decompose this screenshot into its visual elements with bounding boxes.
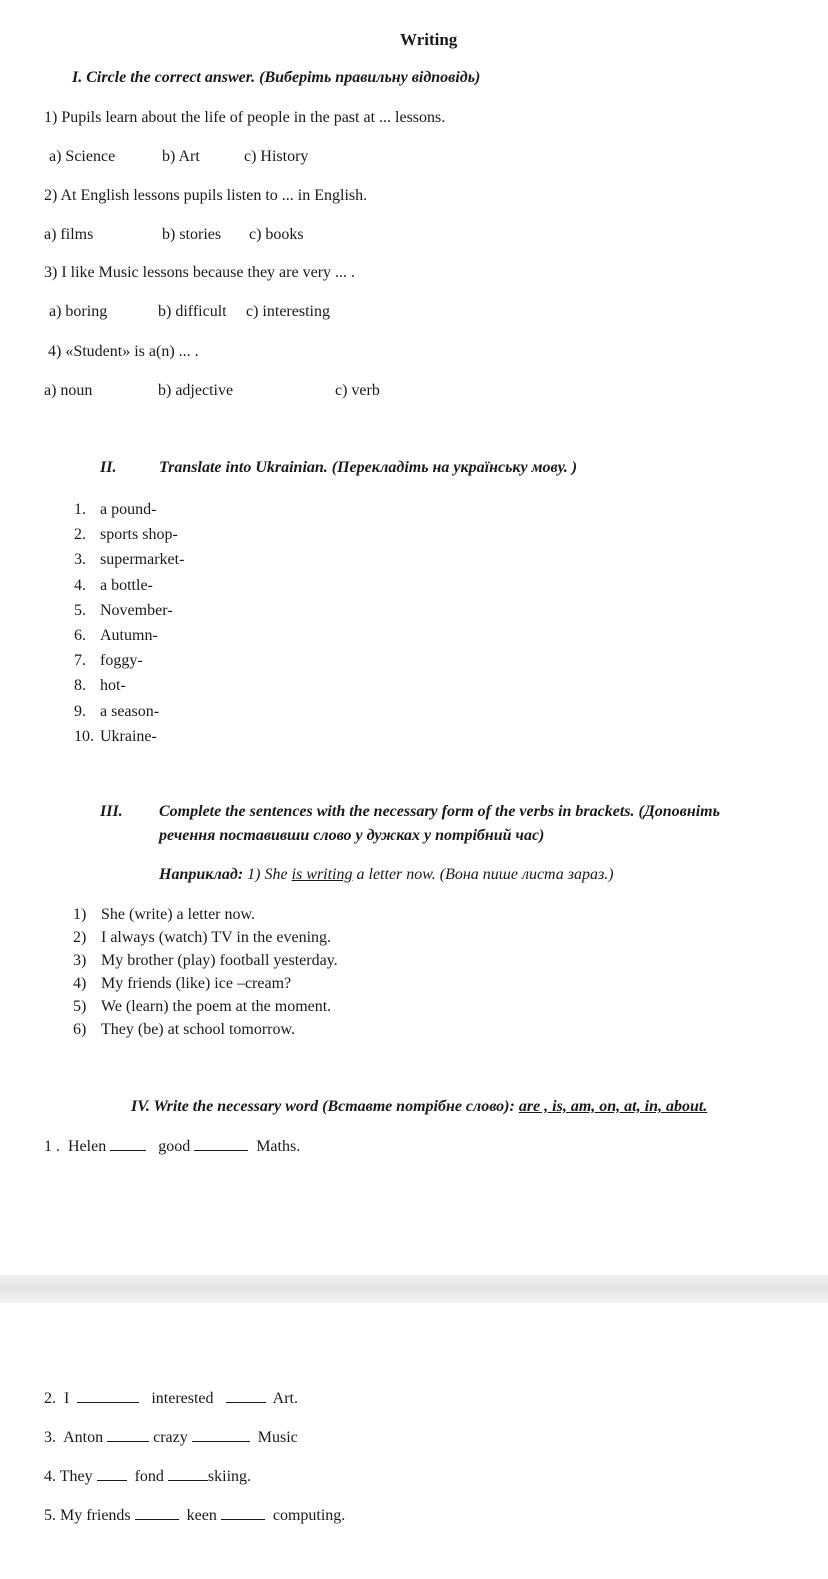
section-2-heading: Translate into Ukrainian. (Перекладіть на українську мову. ) bbox=[159, 459, 578, 476]
fill-sentence-2: 2. I interested Art. bbox=[44, 1390, 298, 1407]
list-item: 2. sports shop- bbox=[74, 526, 178, 544]
page-separator bbox=[0, 1275, 828, 1303]
q3-option-a: a) boring bbox=[49, 303, 108, 320]
question-1: 1) Pupils learn about the life of people in the past at ... lessons. bbox=[44, 109, 446, 126]
question-4: 4) «Student» is a(n) ... . bbox=[48, 343, 199, 360]
list-item: 6) They (be) at school tomorrow. bbox=[73, 1021, 296, 1038]
q1-option-b: b) Art bbox=[162, 148, 200, 165]
blank[interactable] bbox=[97, 1466, 127, 1481]
page-title: Writing bbox=[400, 30, 458, 49]
fill-sentence-3: 3. Anton crazy Music bbox=[44, 1429, 298, 1446]
blank[interactable] bbox=[135, 1505, 179, 1520]
q2-option-c: c) books bbox=[249, 226, 304, 243]
list-item: 10. Ukraine- bbox=[74, 727, 157, 745]
example-label: Наприклад: bbox=[159, 866, 244, 883]
blank[interactable] bbox=[107, 1427, 149, 1442]
list-item: 4. a bottle- bbox=[74, 576, 153, 594]
section-3-heading-line-2: речення поставивши слово у дужках у потрібний час) bbox=[159, 827, 545, 844]
translate-list bbox=[74, 497, 184, 749]
word-bank: are , is, am, on, at, in, about. bbox=[518, 1098, 708, 1115]
list-item: 2) I always (watch) TV in the evening. bbox=[73, 929, 332, 946]
example-post: a letter now. (Вона пише листа зараз.) bbox=[352, 866, 614, 883]
q3-option-c: c) interesting bbox=[246, 303, 330, 320]
q4-option-b: b) adjective bbox=[158, 382, 234, 399]
worksheet-page-2 bbox=[0, 1303, 828, 1579]
question-2: 2) At English lessons pupils listen to ... in English. bbox=[44, 187, 368, 204]
fill-sentence-1: 1 . Helen good Maths. bbox=[44, 1138, 301, 1155]
list-item: 1. a pound- bbox=[74, 501, 157, 518]
blank[interactable] bbox=[168, 1466, 208, 1481]
list-item: 1) She (write) a letter now. bbox=[73, 906, 256, 923]
blank[interactable] bbox=[110, 1136, 146, 1151]
example-pre: 1) She bbox=[243, 866, 292, 883]
section-2-number: II. bbox=[100, 459, 117, 476]
list-item: 3. supermarket- bbox=[74, 551, 185, 569]
list-item: 5. November- bbox=[74, 601, 173, 619]
verb-list bbox=[73, 903, 338, 1041]
section-1-heading: I. Circle the correct answer. (Виберіть правильну відповідь) bbox=[72, 69, 481, 86]
blank[interactable] bbox=[226, 1388, 266, 1403]
q2-option-a: a) films bbox=[44, 226, 94, 243]
list-item: 7. foggy- bbox=[74, 652, 143, 670]
question-3: 3) I like Music lessons because they are very ... . bbox=[44, 264, 356, 281]
blank[interactable] bbox=[192, 1427, 250, 1442]
list-item: 8. hot- bbox=[74, 677, 126, 695]
list-item: 4) My friends (like) ice –cream? bbox=[73, 975, 292, 992]
q2-option-b: b) stories bbox=[162, 226, 222, 243]
section-3-number: III. bbox=[100, 803, 123, 820]
q1-option-a: a) Science bbox=[49, 148, 116, 165]
q4-option-a: a) noun bbox=[44, 382, 93, 399]
list-item: 9. a season- bbox=[74, 702, 160, 720]
q4-option-c: c) verb bbox=[335, 382, 380, 399]
blank[interactable] bbox=[77, 1388, 139, 1403]
section-3-heading-line-1: Complete the sentences with the necessary form of the verbs in brackets. (Доповніть bbox=[159, 803, 720, 820]
example-underlined: is writing bbox=[291, 866, 353, 883]
example-sentence bbox=[159, 865, 614, 885]
blank[interactable] bbox=[194, 1136, 248, 1151]
q1-option-c: c) History bbox=[244, 148, 309, 165]
list-item: 6. Autumn- bbox=[74, 627, 158, 645]
list-item: 5) We (learn) the poem at the moment. bbox=[73, 998, 332, 1015]
q3-option-b: b) difficult bbox=[158, 303, 227, 320]
fill-sentence-5: 5. My friends keen computing. bbox=[44, 1507, 346, 1524]
fill-sentence-4: 4. They fond skiing. bbox=[44, 1468, 252, 1485]
list-item: 3) My brother (play) football yesterday. bbox=[73, 952, 338, 969]
section-4-heading: IV. Write the necessary word (Вставте потрібне слово): are , is, am, on, at, in, about. bbox=[131, 1098, 708, 1115]
blank[interactable] bbox=[221, 1505, 265, 1520]
